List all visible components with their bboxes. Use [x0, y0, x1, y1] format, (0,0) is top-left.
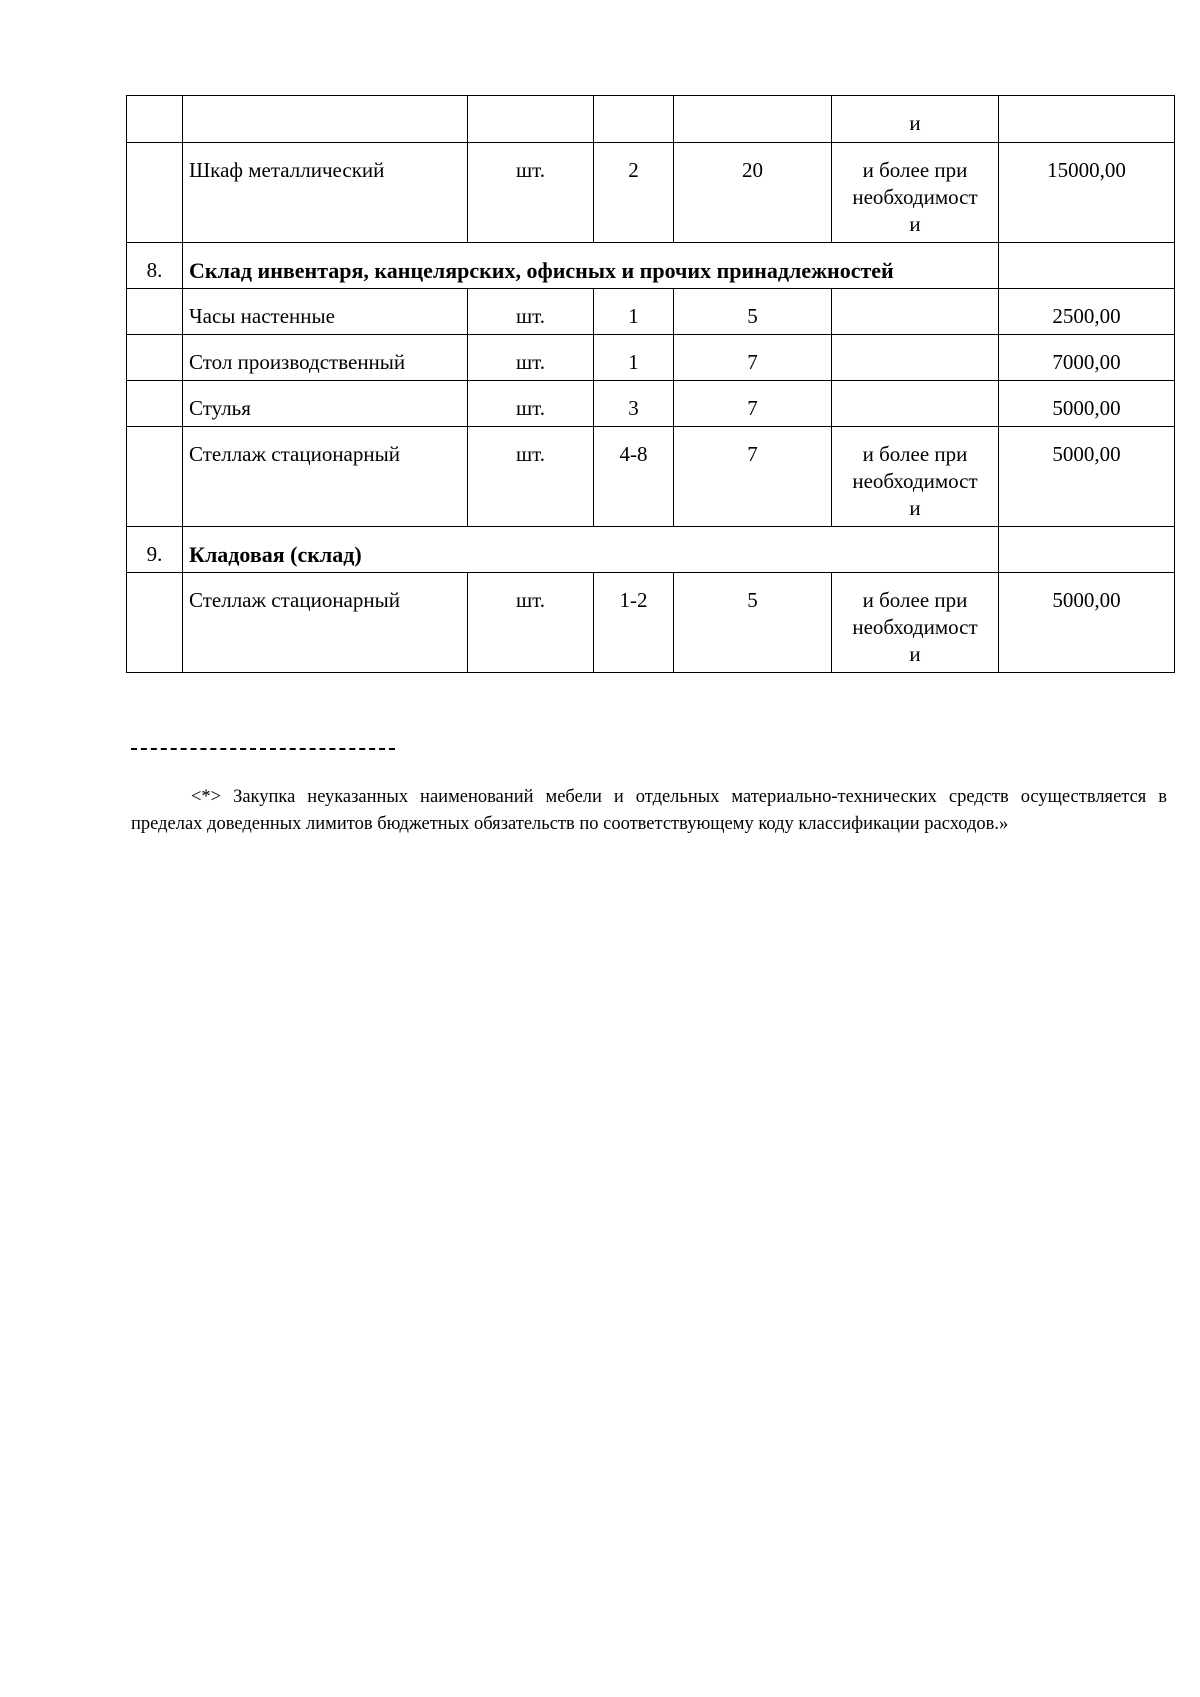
- price-cell: 5000,00: [999, 381, 1175, 427]
- footnote-text: <*> Закупка неуказанных наименований мебели и отдельных материально-технических средств осуществляется в пределах доведенных лимитов бюджетных обязательств по соответствующему коду классификации расходов.»: [131, 787, 1167, 834]
- note-line: и более при: [862, 158, 968, 182]
- row-number: [127, 573, 183, 673]
- item-name: Стеллаж стационарный: [183, 427, 468, 527]
- price-cell: [999, 96, 1175, 143]
- item-name: Стулья: [183, 381, 468, 427]
- footnote-separator: [131, 748, 395, 750]
- table-body: [127, 96, 1175, 673]
- item-name: Стеллаж стационарный: [183, 573, 468, 673]
- section-row: [127, 527, 1175, 573]
- item-name: Часы настенные: [183, 289, 468, 335]
- unit-cell: шт.: [468, 335, 594, 381]
- section-row: [127, 243, 1175, 289]
- unit-cell: шт.: [468, 427, 594, 527]
- unit-cell: шт.: [468, 289, 594, 335]
- note-cell: [832, 427, 999, 527]
- item-name: Шкаф металлический: [183, 143, 468, 243]
- quantity-cell: 1-2: [594, 573, 674, 673]
- section-title: Склад инвентаря, канцелярских, офисных и прочих принадлежностей: [183, 243, 999, 289]
- quantity-cell: 1: [594, 335, 674, 381]
- price-cell: [999, 527, 1175, 573]
- note-cell: [832, 96, 999, 143]
- quantity-cell: 4-8: [594, 427, 674, 527]
- quantity-cell: 3: [594, 381, 674, 427]
- unit-cell: [468, 96, 594, 143]
- table-row: [127, 143, 1175, 243]
- note-line: и: [909, 642, 921, 666]
- quantity-cell: 1: [594, 289, 674, 335]
- note-cell: [832, 381, 999, 427]
- unit-cell: шт.: [468, 143, 594, 243]
- service-life-cell: [674, 96, 832, 143]
- row-number: [127, 143, 183, 243]
- row-number: [127, 335, 183, 381]
- note-line: необходимост: [852, 185, 978, 209]
- price-cell: 2500,00: [999, 289, 1175, 335]
- note-line: и: [909, 212, 921, 236]
- note-line: необходимост: [852, 615, 978, 639]
- note-line: и: [909, 111, 921, 135]
- row-number: [127, 96, 183, 143]
- price-cell: 5000,00: [999, 427, 1175, 527]
- service-life-cell: 5: [674, 573, 832, 673]
- note-line: и: [909, 496, 921, 520]
- price-cell: 5000,00: [999, 573, 1175, 673]
- table-row: [127, 381, 1175, 427]
- unit-cell: шт.: [468, 381, 594, 427]
- item-name: [183, 96, 468, 143]
- unit-cell: шт.: [468, 573, 594, 673]
- item-name: Стол производственный: [183, 335, 468, 381]
- table-row: [127, 335, 1175, 381]
- service-life-cell: 5: [674, 289, 832, 335]
- footnote: [131, 784, 1167, 838]
- service-life-cell: 7: [674, 381, 832, 427]
- note-cell: [832, 289, 999, 335]
- note-cell: [832, 335, 999, 381]
- price-cell: 15000,00: [999, 143, 1175, 243]
- note-cell: [832, 143, 999, 243]
- note-line: необходимост: [852, 469, 978, 493]
- table-row: [127, 573, 1175, 673]
- section-number: 8.: [127, 243, 183, 289]
- service-life-cell: 7: [674, 335, 832, 381]
- section-title: Кладовая (склад): [183, 527, 999, 573]
- table-row: [127, 427, 1175, 527]
- price-cell: 7000,00: [999, 335, 1175, 381]
- furniture-norms-table: [126, 95, 1175, 673]
- row-number: [127, 427, 183, 527]
- row-number: [127, 381, 183, 427]
- service-life-cell: 7: [674, 427, 832, 527]
- section-number: 9.: [127, 527, 183, 573]
- row-number: [127, 289, 183, 335]
- table-row: [127, 96, 1175, 143]
- price-cell: [999, 243, 1175, 289]
- note-line: и более при: [862, 588, 968, 612]
- quantity-cell: [594, 96, 674, 143]
- note-line: и более при: [862, 442, 968, 466]
- note-cell: [832, 573, 999, 673]
- quantity-cell: 2: [594, 143, 674, 243]
- service-life-cell: 20: [674, 143, 832, 243]
- table-row: [127, 289, 1175, 335]
